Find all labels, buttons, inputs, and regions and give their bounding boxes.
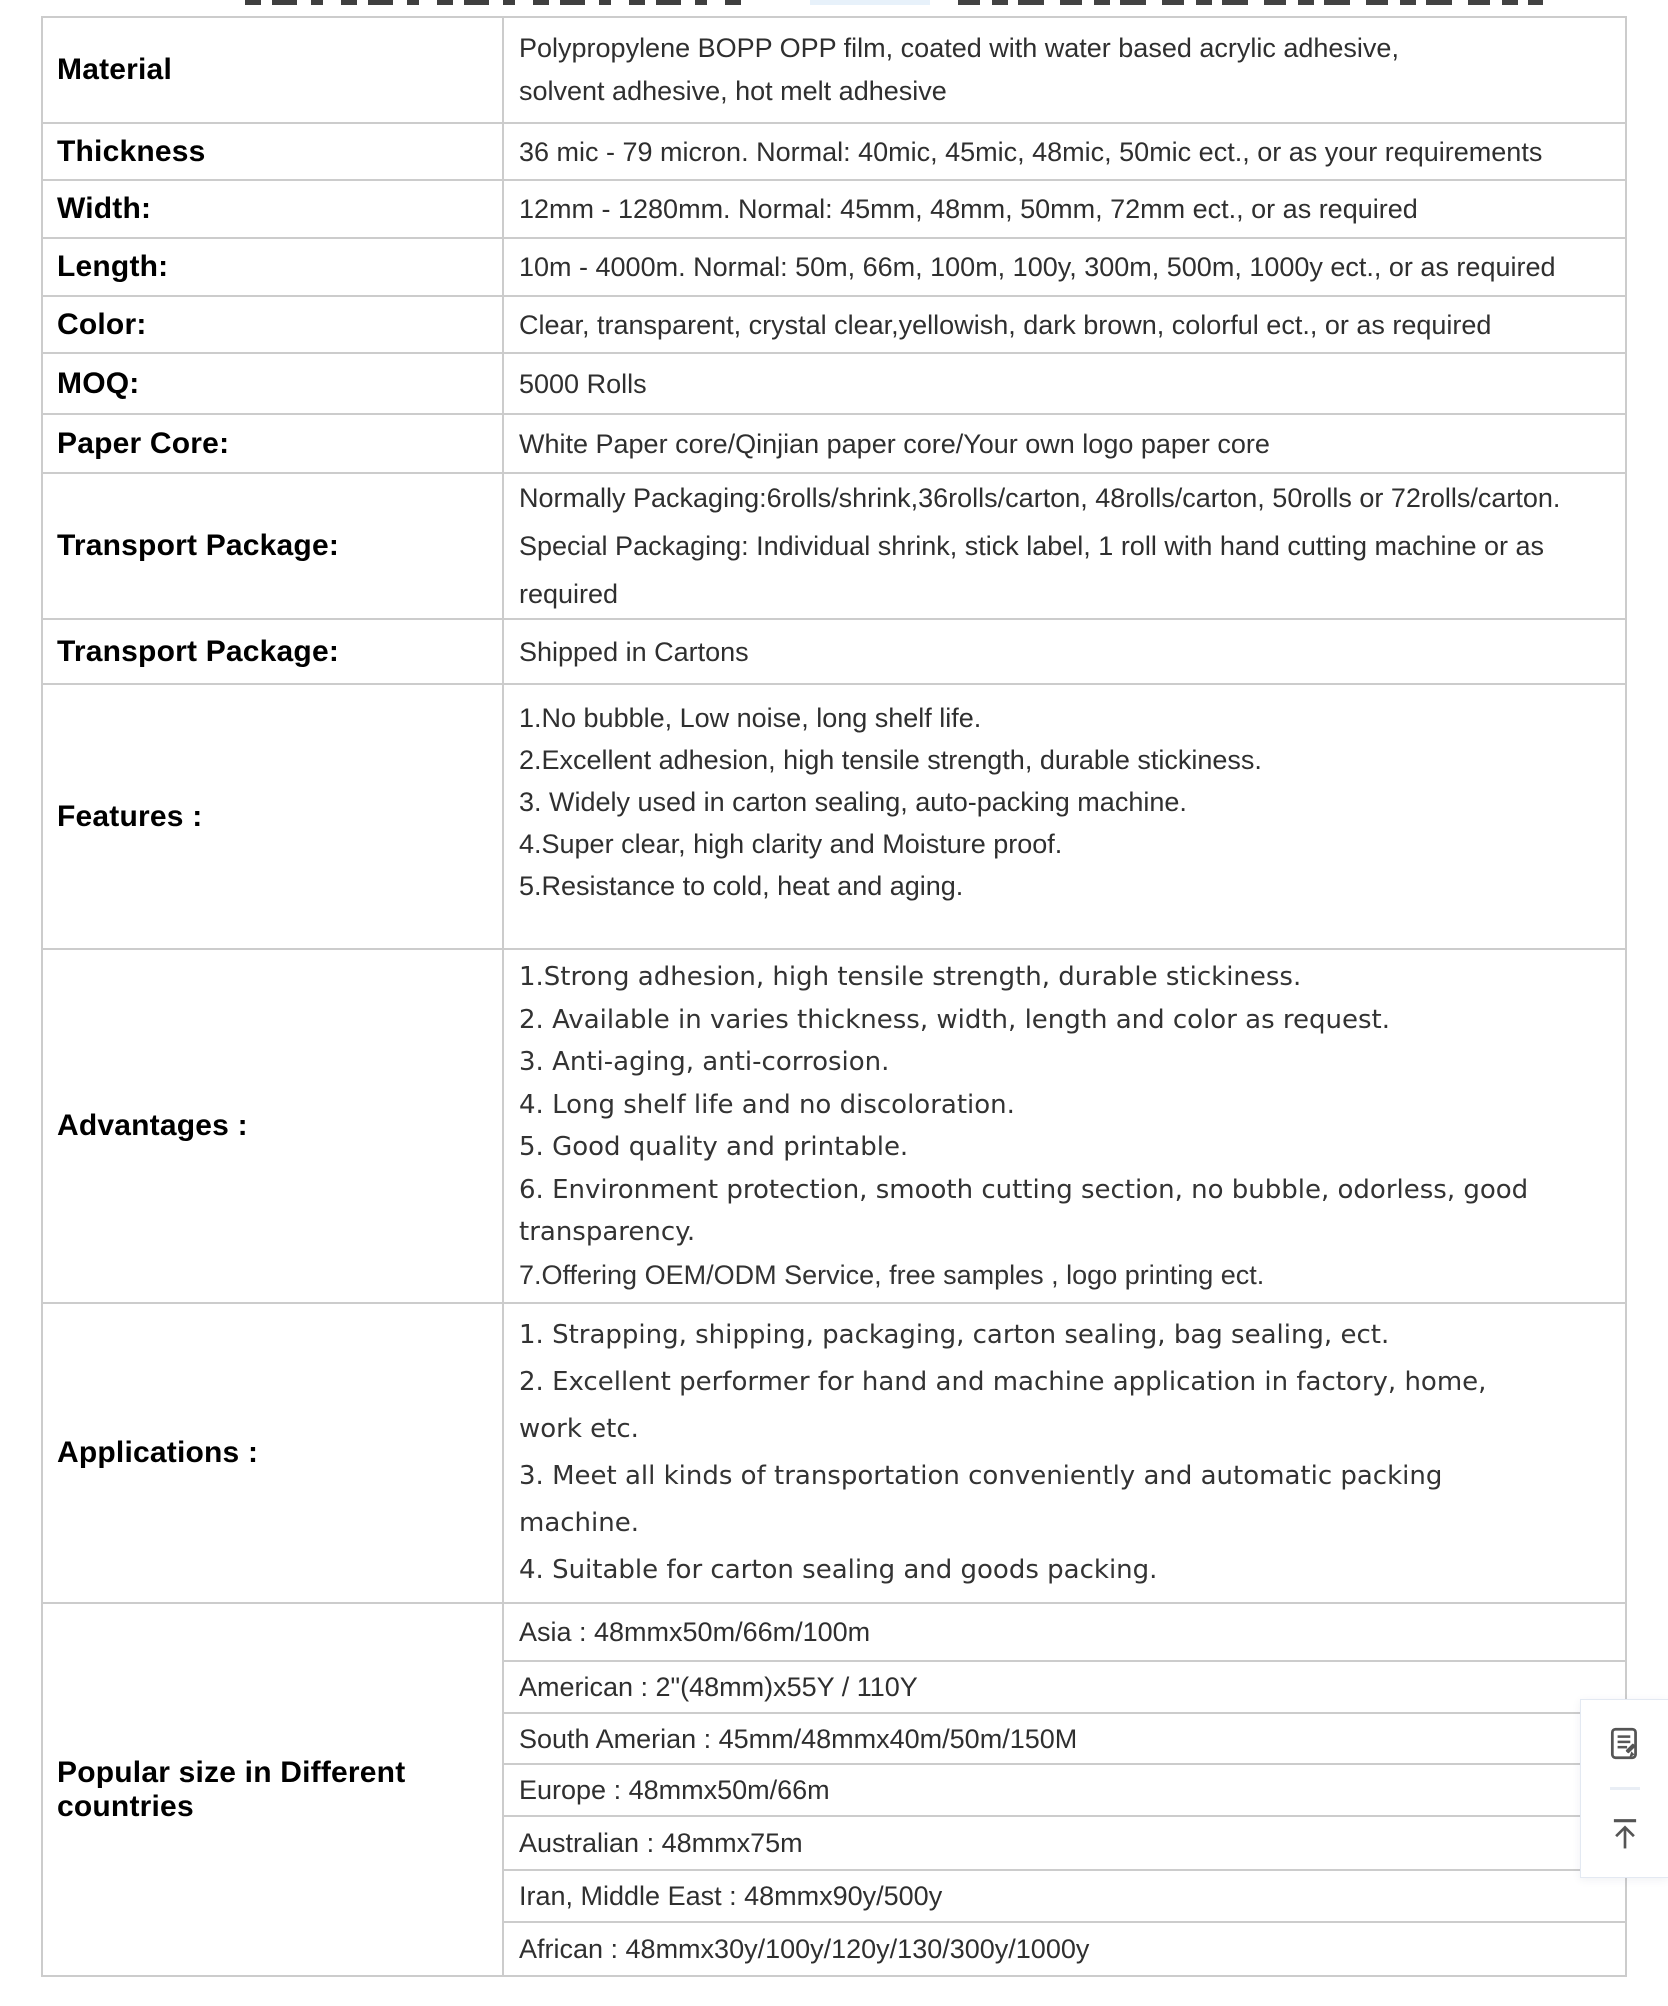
row-label: Transport Package:: [57, 634, 340, 668]
table-row-thickness: [43, 124, 1625, 181]
table-row-paper-core: [43, 415, 1625, 474]
back-to-top-button[interactable]: [1581, 1790, 1668, 1877]
row-label: Color:: [57, 307, 147, 341]
value-line: 3. Meet all kinds of transportation conveniently and automatic packing: [519, 1461, 1443, 1491]
row-value-cell: [504, 415, 1625, 472]
value-line: 2. Excellent performer for hand and machine application in factory, home,: [519, 1367, 1487, 1397]
value-line: 36 mic - 79 micron. Normal: 40mic, 45mic, 48mic, 50mic ect., or as your requirements: [519, 136, 1543, 167]
size-value: American : 2"(48mm)x55Y / 110Y: [519, 1672, 918, 1702]
row-label-cell: [43, 1304, 504, 1602]
table-row-advantages: [43, 950, 1625, 1304]
row-label-cell: [43, 950, 504, 1302]
row-label-cell: [43, 620, 504, 683]
value-line: machine.: [519, 1508, 639, 1538]
row-value-cell: [504, 354, 1625, 413]
row-label-cell: [43, 474, 504, 618]
value-line: 1.No bubble, Low noise, long shelf life.: [519, 703, 982, 733]
value-line: 4. Long shelf life and no discoloration.: [519, 1089, 1015, 1120]
size-value: South Amerian : 45mm/48mmx40m/50m/150M: [519, 1723, 1078, 1754]
size-row-iran-middle-east: [504, 1871, 1625, 1923]
row-value-cell: [504, 685, 1625, 948]
table-row-applications: [43, 1304, 1625, 1604]
back-to-top-icon: [1605, 1814, 1645, 1854]
row-label-line: countries: [57, 1789, 194, 1823]
row-value-cell: [504, 1304, 1625, 1602]
feedback-edit-icon: [1606, 1725, 1644, 1763]
value-line: work etc.: [519, 1414, 639, 1444]
row-label-cell: [43, 685, 504, 948]
row-label: Length:: [57, 250, 169, 283]
row-label-cell: [43, 1604, 504, 1975]
value-line: 7.Offering OEM/ODM Service, free samples , logo printing ect.: [519, 1259, 1265, 1290]
row-label: Transport Package:: [57, 529, 340, 562]
row-value-cell: [504, 18, 1625, 122]
row-label: Applications :: [57, 1436, 259, 1469]
value-line: solvent adhesive, hot melt adhesive: [519, 76, 947, 106]
table-row-width: [43, 181, 1625, 239]
table-row-moq: [43, 354, 1625, 415]
product-spec-table: [41, 16, 1627, 1977]
size-row-south-american: [504, 1714, 1625, 1765]
size-value: Australian : 48mmx75m: [519, 1828, 803, 1858]
value-line: Shipped in Cartons: [519, 636, 749, 667]
value-line: White Paper core/Qinjian paper core/Your own logo paper core: [519, 428, 1270, 459]
value-line: 4.Super clear, high clarity and Moisture proof.: [519, 829, 1063, 859]
value-line: 1.Strong adhesion, high tensile strength, durable stickiness.: [519, 962, 1302, 992]
clipped-heading-fragment: [810, 0, 930, 5]
value-line: 1. Strapping, shipping, packaging, carton sealing, bag sealing, ect.: [519, 1320, 1390, 1350]
size-value: Asia : 48mmx50m/66m/100m: [519, 1617, 871, 1647]
value-line: Normally Packaging:6rolls/shrink,36rolls/carton, 48rolls/carton, 50rolls or 72rolls/carton.: [519, 483, 1561, 513]
row-value-cell: [504, 239, 1625, 295]
value-line: 5000 Rolls: [519, 368, 647, 399]
value-line: 3. Anti-aging, anti-corrosion.: [519, 1047, 890, 1077]
row-label: Features :: [57, 799, 203, 833]
clipped-heading-fragment: [245, 0, 745, 5]
value-line: 2.Excellent adhesion, high tensile strength, durable stickiness.: [519, 745, 1262, 775]
size-value: African : 48mmx30y/100y/120y/130/300y/1000y: [519, 1934, 1090, 1964]
row-label: MOQ:: [57, 366, 140, 400]
table-row-material: [43, 18, 1625, 124]
row-value-cell: [504, 1604, 1625, 1975]
clipped-heading-fragment: [958, 0, 1543, 5]
row-value-cell: [504, 181, 1625, 237]
row-value-cell: [504, 474, 1625, 618]
value-line: 5. Good quality and printable.: [519, 1132, 909, 1162]
value-line: Special Packaging: Individual shrink, stick label, 1 roll with hand cutting machine or as: [519, 531, 1545, 561]
row-label-cell: [43, 415, 504, 472]
size-row-african: [504, 1923, 1625, 1975]
table-row-transport-package: [43, 474, 1625, 620]
value-line: transparency.: [519, 1217, 696, 1247]
row-label: Advantages :: [57, 1109, 248, 1142]
floating-widget-panel: [1580, 1699, 1668, 1878]
value-line: required: [519, 579, 619, 609]
row-label-cell: [43, 181, 504, 237]
row-label-cell: [43, 124, 504, 179]
size-row-australian: [504, 1817, 1625, 1871]
value-line: 3. Widely used in carton sealing, auto-packing machine.: [519, 787, 1187, 817]
row-value-cell: [504, 297, 1625, 352]
size-value: Iran, Middle East : 48mmx90y/500y: [519, 1881, 943, 1911]
size-value: Europe : 48mmx50m/66m: [519, 1775, 830, 1805]
row-label-cell: [43, 18, 504, 122]
value-line: 4. Suitable for carton sealing and goods packing.: [519, 1555, 1158, 1585]
row-label: Material: [57, 53, 172, 86]
value-line: 12mm - 1280mm. Normal: 45mm, 48mm, 50mm, 72mm ect., or as required: [519, 194, 1418, 224]
value-line: 10m - 4000m. Normal: 50m, 66m, 100m, 100y, 300m, 500m, 1000y ect., or as required: [519, 252, 1556, 282]
table-row-popular-sizes: [43, 1604, 1625, 1975]
value-line: 6. Environment protection, smooth cutting section, no bubble, odorless, good: [519, 1174, 1529, 1205]
row-label-cell: [43, 297, 504, 352]
value-line: 5.Resistance to cold, heat and aging.: [519, 871, 964, 901]
row-value-cell: [504, 950, 1625, 1302]
row-value-cell: [504, 620, 1625, 683]
row-label: Thickness: [57, 134, 206, 168]
value-line: Clear, transparent, crystal clear,yellowish, dark brown, colorful ect., or as required: [519, 309, 1492, 340]
table-row-color: [43, 297, 1625, 354]
size-row-asia: [504, 1604, 1625, 1662]
row-label: Width:: [57, 192, 152, 225]
size-row-american: [504, 1662, 1625, 1714]
row-label: [57, 1756, 405, 1824]
row-label-cell: [43, 354, 504, 413]
feedback-button[interactable]: [1581, 1700, 1668, 1787]
value-line: 2. Available in varies thickness, width, length and color as request.: [519, 1004, 1391, 1035]
row-label-cell: [43, 239, 504, 295]
value-line: Polypropylene BOPP OPP film, coated with water based acrylic adhesive,: [519, 33, 1399, 63]
table-row-transport-package-2: [43, 620, 1625, 685]
table-row-features: [43, 685, 1625, 950]
table-row-length: [43, 239, 1625, 297]
row-label-line: Popular size in Different: [57, 1755, 406, 1789]
size-row-europe: [504, 1765, 1625, 1817]
row-label: Paper Core:: [57, 426, 230, 460]
row-value-cell: [504, 124, 1625, 179]
